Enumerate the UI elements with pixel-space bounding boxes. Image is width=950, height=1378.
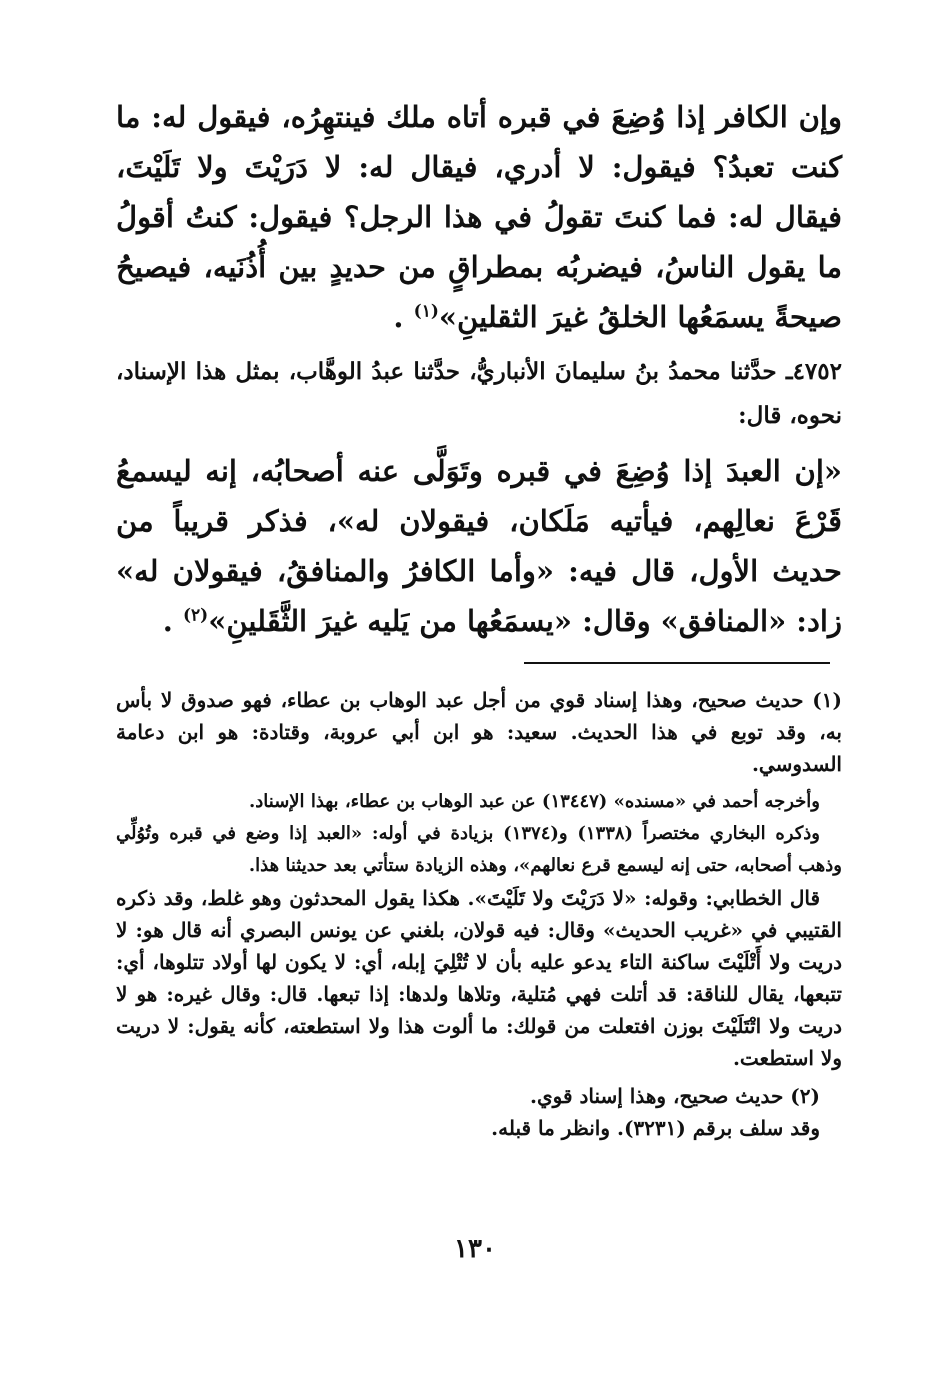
paragraph-abd (116, 446, 842, 646)
hadith-4752-chain: ٤٧٥٢ـ حدَّثنا محمدُ بنُ سليمانَ الأنباريُّ، حدَّثنا عبدُ الوهَّاب، بمثل هذا الإسناد، نحوه، قال: (116, 358, 842, 429)
paragraph-abd-text: «إن العبدَ إذا وُضِعَ في قبره وتَوَلَّى عنه أصحابُه، إنه ليسمعُ قَرْعَ نعالِهم، فيأتيه مَلَكان، فيقولان له»، فذكر قريباً من حديث الأول، قال فيه: «وأما الكافرُ والمنافقُ، فيقولان له» زاد: «المنافق» وقال: «يسمَعُها من يَليه غيرَ الثَّقَلينِ» (116, 454, 842, 638)
footnote-ref-1: (١) (413, 301, 439, 322)
footnote-2-intro: (٢) حديث صحيح، وهذا إسناد قوي. (530, 1084, 820, 1108)
footnote-2-ref: وقد سلف برقم (٣٢٣١). وانظر ما قبله. (491, 1116, 820, 1140)
page-number: ١٣٠ (454, 1234, 496, 1264)
footnote-1-intro: (١) حديث صحيح، وهذا إسناد قوي من أجل عبد الوهاب بن عطاء، فهو صدوق لا بأس به، وقد توبع في هذا الحديث. سعيد: هو ابن أبي عروبة، وقتادة: هو ابن دعامة السدوسي. (116, 688, 842, 776)
footnote-1-bukhari: وذكره البخاري مختصراً (١٣٣٨) و(١٣٧٤) بزيادة في أوله: «العبد إذا وضع في قبره وتُوُلِّي وذهب أصحابه، حتى إنه ليسمع قرع نعالهم»، وهذه الزيادة ستأتي بعد حديثنا هذا. (116, 823, 842, 876)
paragraph-end-mark: . (162, 604, 173, 638)
footnotes (116, 684, 842, 1144)
footnote-ref-2: (٢) (182, 605, 209, 626)
main-text (116, 92, 842, 646)
footnote-1-ahmad: وأخرجه أحمد في «مسنده» (١٣٤٤٧) عن عبد الوهاب بن عطاء، بهذا الإسناد. (249, 791, 820, 812)
paragraph-kafir (116, 92, 842, 342)
footnote-1-khattabi: قال الخطابي: وقوله: «لا دَرَيْتَ ولا تَلَيْتَ». هكذا يقول المحدثون وهو غلط، وقد ذكره القتيبي في «غريب الحديث» وقال: فيه قولان، بلغني عن يونس البصري أنه قال هو: لا دريت ولا أَتْلَيْتَ ساكنة التاء يدعو عليه بأن لا تُتْلِيَ إبله، أي: لا يكون لها أولاد تتلوها، أي: تتبعها، يقال للناقة: قد أتلت فهي مُتلية، وتلاها ولدها: إذا تبعها. قال: وقال غيره: هو لا دريت ولا اتْتَلَيْتَ بوزن افتعلت من قولك: ما ألوت هذا ولا استطعته، كأنه يقول: لا دريت ولا استطعت. (116, 886, 842, 1070)
paragraph-kafir-text: وإن الكافر إذا وُضِعَ في قبره أتاه ملك فينتهِرُه، فيقول له: ما كنت تعبدُ؟ فيقول: لا أدري، فيقال له: لا دَرَيْتَ ولا تَلَيْتَ، فيقال له: فما كنتَ تقولُ في هذا الرجل؟ فيقول: كنتُ أقولُ ما يقول الناسُ، فيضربُه بمطراقٍ من حديدٍ بين أُذُنَيه، فيصيحُ صيحةً يسمَعُها الخلقُ غيرَ الثقلينِ» (116, 100, 842, 334)
paragraph-end-mark: . (393, 300, 404, 334)
footnote-divider (524, 662, 830, 664)
